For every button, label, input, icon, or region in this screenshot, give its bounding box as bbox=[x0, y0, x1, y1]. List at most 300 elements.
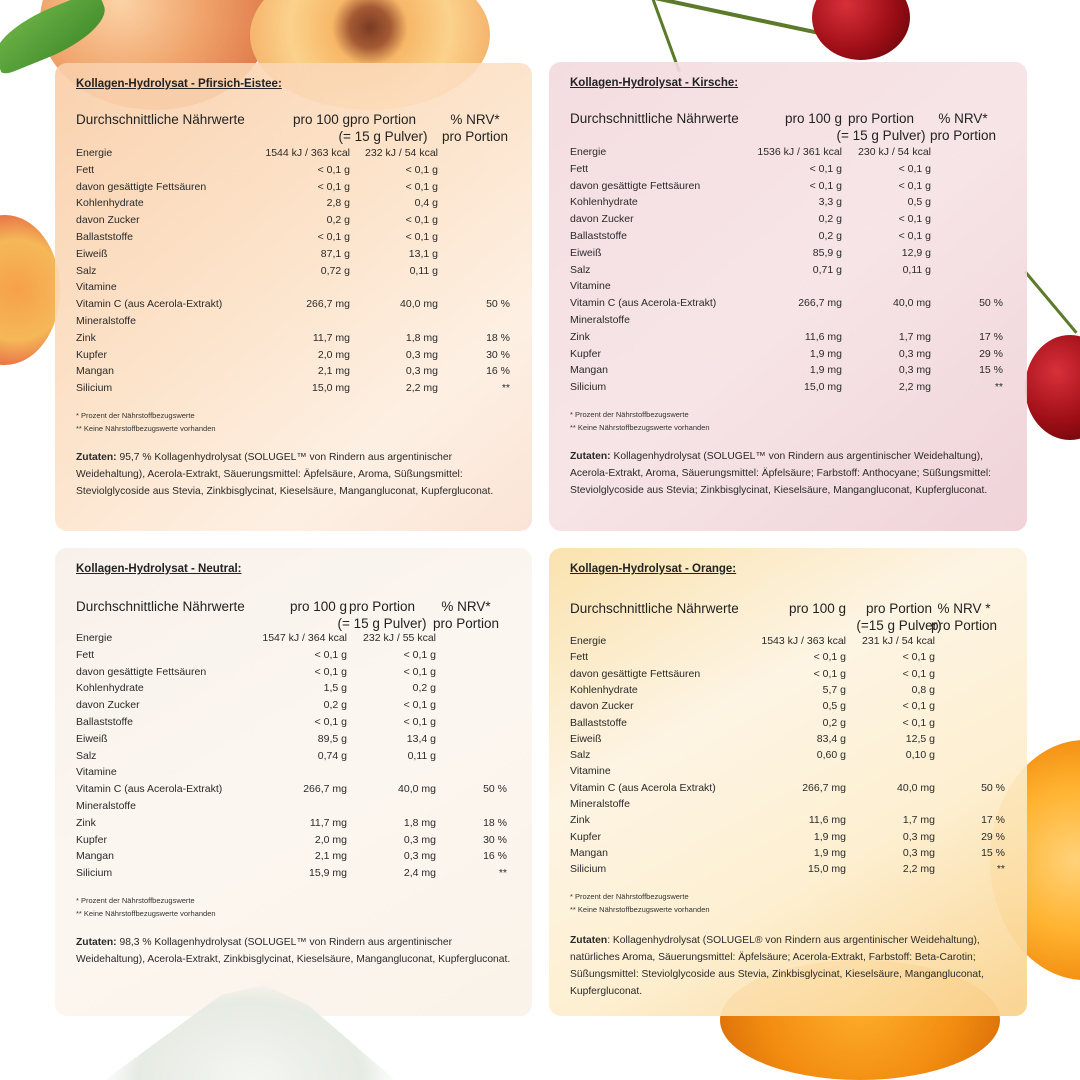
nutrient-label: davon gesättigte Fettsäuren bbox=[76, 665, 207, 678]
value-per-100g: 3,3 g bbox=[818, 196, 842, 209]
value-per-portion: 0,8 g bbox=[911, 683, 935, 696]
nutrient-label: Energie bbox=[76, 632, 113, 644]
value-nrv: ** bbox=[498, 867, 507, 880]
column-header-per-portion-line1: pro Portion bbox=[349, 112, 417, 127]
value-per-portion: < 0,1 g bbox=[403, 699, 436, 712]
table-row bbox=[55, 313, 532, 329]
value-per-portion: 0,3 mg bbox=[403, 833, 436, 846]
value-per-portion: 2,4 mg bbox=[403, 867, 436, 880]
value-per-100g: 2,0 mg bbox=[314, 833, 347, 846]
panel-title: Kollagen-Hydrolysat - Orange: bbox=[570, 563, 737, 575]
value-per-100g: 2,0 mg bbox=[317, 348, 350, 361]
table-row bbox=[55, 815, 532, 831]
nutrient-label: Kupfer bbox=[570, 347, 601, 360]
nutrient-label: Zink bbox=[570, 330, 590, 343]
value-per-100g: 0,2 g bbox=[818, 213, 842, 226]
value-per-portion: 2,2 mg bbox=[405, 382, 438, 395]
value-per-portion: 231 kJ / 54 kcal bbox=[862, 635, 935, 647]
value-per-100g: 87,1 g bbox=[320, 247, 350, 260]
value-per-100g: 1,9 mg bbox=[813, 846, 846, 859]
ingredients bbox=[570, 448, 1010, 499]
value-per-portion: 13,1 g bbox=[408, 247, 438, 260]
nutrient-label: Vitamine bbox=[570, 765, 611, 778]
value-per-100g: 15,0 mg bbox=[804, 381, 842, 394]
footnote-nrv: * Prozent der Nährstoffbezugswerte bbox=[76, 896, 195, 905]
value-per-portion: 13,4 g bbox=[406, 732, 436, 745]
value-per-100g: 266,7 mg bbox=[306, 298, 350, 311]
nutrient-label: Fett bbox=[76, 648, 95, 661]
cherry-icon bbox=[1025, 335, 1080, 440]
value-per-100g: 1,9 mg bbox=[813, 830, 846, 843]
column-header-per-portion-line2: (= 15 g Pulver) bbox=[338, 129, 428, 144]
nutrient-label: Vitamine bbox=[76, 281, 117, 294]
table-row bbox=[55, 647, 532, 663]
nutrient-label: Kupfer bbox=[570, 830, 601, 843]
column-header-nrv bbox=[416, 598, 516, 632]
table-row bbox=[549, 194, 1027, 210]
value-per-100g: < 0,1 g bbox=[809, 179, 842, 192]
value-per-100g: 0,74 g bbox=[317, 749, 347, 762]
nutrient-label: Mangan bbox=[76, 850, 114, 863]
column-header-nutrient: Durchschnittliche Nährwerte bbox=[76, 599, 245, 614]
nutrient-label: Salz bbox=[570, 263, 591, 276]
table-row bbox=[55, 781, 532, 797]
table-row bbox=[549, 633, 1027, 649]
nutrient-label: Vitamin C (aus Acerola-Extrakt) bbox=[76, 783, 223, 796]
ingredients-text: 98,3 % Kollagenhydrolysat (SOLUGEL™ von Rindern aus argentinischer Weidehaltung), Acerola-Extrakt, Zinkbisglycinat, Kieselsäure, Mangangluconat, Kupfergluconat. bbox=[76, 937, 511, 965]
value-per-portion: < 0,1 g bbox=[403, 716, 436, 728]
nutrient-label: Eiweiß bbox=[570, 246, 602, 259]
value-per-100g: 0,2 g bbox=[818, 230, 842, 242]
column-header-nrv bbox=[914, 600, 1014, 634]
value-per-portion: 40,0 mg bbox=[893, 297, 931, 310]
value-nrv: 50 % bbox=[981, 781, 1005, 794]
table-row bbox=[55, 296, 532, 312]
table-row bbox=[55, 179, 532, 195]
table-row bbox=[549, 763, 1027, 779]
value-per-portion: 1,7 mg bbox=[898, 330, 931, 343]
nutrient-label: Silicium bbox=[76, 382, 113, 395]
table-row bbox=[55, 764, 532, 780]
table-row bbox=[549, 278, 1027, 294]
ingredients-text: 95,7 % Kollagenhydrolysat (SOLUGEL™ von Rindern aus argentinischer Weidehaltung), Acerola-Extrakt, Säuerungsmittel: Äpfelsäure, Aroma, Süßungsmittel: Steviolglycoside aus Stevia, Zinkbisglycinat, Kieselsäure, Mangangluconat, Kupfergluconat. bbox=[76, 452, 494, 497]
table-row bbox=[549, 178, 1027, 194]
value-per-100g: 266,7 mg bbox=[798, 297, 842, 310]
column-header-per-100g: pro 100 g bbox=[292, 112, 350, 127]
table-row bbox=[549, 861, 1027, 877]
value-per-100g: 11,6 mg bbox=[808, 814, 846, 827]
value-per-portion: 0,4 g bbox=[414, 197, 438, 210]
nutrient-label: davon Zucker bbox=[570, 700, 634, 713]
value-per-100g: 1543 kJ / 363 kcal bbox=[761, 635, 846, 647]
value-per-100g: 1536 kJ / 361 kcal bbox=[757, 146, 842, 158]
value-per-portion: < 0,1 g bbox=[902, 667, 935, 680]
table-row bbox=[549, 228, 1027, 244]
value-per-portion: < 0,1 g bbox=[405, 180, 438, 193]
table-row bbox=[55, 731, 532, 747]
column-header-per-portion-line1: pro Portion bbox=[847, 111, 915, 126]
table-row bbox=[55, 714, 532, 730]
nutrient-label: Mineralstoffe bbox=[570, 314, 630, 326]
value-per-100g: 1547 kJ / 364 kcal bbox=[262, 632, 347, 644]
table-row bbox=[549, 295, 1027, 311]
value-per-portion: < 0,1 g bbox=[405, 214, 438, 227]
ingredients-text: Kollagenhydrolysat (SOLUGEL™ von Rindern aus argentinischer Weidehaltung), Acerola-Extrakt, Aroma, Säuerungsmittel: Äpfelsäure; Farbstoff: Anthocyane; Süßungsmittel: Steviolglycoside aus Stevia; Zinkbisglycinat, Kieselsäure, Mangangluconat, Kupfergluconat. bbox=[570, 451, 992, 496]
nutrient-label: davon Zucker bbox=[570, 213, 634, 226]
panel-title: Kollagen-Hydrolysat - Pfirsich-Eistee: bbox=[76, 78, 282, 90]
value-per-portion: < 0,1 g bbox=[405, 231, 438, 243]
nutrient-label: Energie bbox=[570, 146, 607, 158]
nutrient-label: Salz bbox=[76, 749, 97, 762]
value-per-portion: 0,11 g bbox=[409, 264, 438, 277]
table-row bbox=[55, 229, 532, 245]
column-header-per-portion-line2: (= 15 g Pulver) bbox=[836, 128, 926, 143]
table-row bbox=[55, 279, 532, 295]
table-row bbox=[549, 211, 1027, 227]
table-row bbox=[549, 796, 1027, 812]
value-nrv: 50 % bbox=[979, 297, 1003, 310]
column-header-nutrient: Durchschnittliche Nährwerte bbox=[570, 601, 739, 616]
value-per-portion: 0,5 g bbox=[907, 196, 931, 209]
value-per-portion: 0,3 mg bbox=[898, 364, 931, 377]
table-row bbox=[55, 330, 532, 346]
value-per-100g: 89,5 g bbox=[317, 732, 347, 745]
ingredients bbox=[76, 449, 511, 500]
nutrient-label: Fett bbox=[570, 651, 589, 664]
value-per-100g: 11,6 mg bbox=[804, 330, 842, 343]
value-per-100g: 0,5 g bbox=[822, 700, 846, 713]
nutrient-label: Eiweiß bbox=[570, 732, 602, 745]
value-per-portion: < 0,1 g bbox=[902, 700, 935, 713]
nutrient-label: Salz bbox=[570, 749, 591, 762]
table-row bbox=[549, 346, 1027, 362]
cherry-stem-icon bbox=[650, 0, 827, 36]
column-header-nrv bbox=[425, 111, 525, 145]
table-row bbox=[55, 347, 532, 363]
table-row bbox=[549, 829, 1027, 845]
value-nrv: 17 % bbox=[979, 330, 1003, 343]
value-per-100g: < 0,1 g bbox=[317, 163, 350, 176]
nutrient-label: Mineralstoffe bbox=[76, 800, 136, 812]
value-per-portion: 40,0 mg bbox=[897, 781, 935, 794]
value-per-portion: < 0,1 g bbox=[902, 716, 935, 729]
value-per-100g: 11,7 mg bbox=[312, 331, 350, 344]
column-header-nrv-line1: % NRV * bbox=[937, 601, 991, 616]
value-nrv: 17 % bbox=[981, 814, 1005, 827]
nutrition-panel-orange bbox=[549, 548, 1027, 1016]
table-row bbox=[549, 245, 1027, 261]
value-per-100g: < 0,1 g bbox=[314, 665, 347, 678]
nutrient-label: davon Zucker bbox=[76, 214, 140, 227]
ingredients-label: Zutaten: bbox=[76, 452, 117, 463]
table-row bbox=[55, 832, 532, 848]
value-nrv: ** bbox=[501, 382, 510, 395]
table-row bbox=[549, 144, 1027, 160]
value-per-100g: 15,0 mg bbox=[808, 863, 846, 876]
table-row bbox=[55, 798, 532, 814]
value-nrv: 16 % bbox=[486, 365, 510, 378]
nutrient-label: Kohlenhydrate bbox=[570, 196, 638, 209]
ingredients-label: Zutaten: bbox=[76, 937, 117, 948]
value-per-portion: 12,5 g bbox=[905, 732, 935, 745]
value-per-portion: < 0,1 g bbox=[898, 179, 931, 192]
value-nrv: 50 % bbox=[483, 783, 507, 796]
cherry-stem-icon bbox=[1024, 271, 1078, 334]
nutrient-label: davon gesättigte Fettsäuren bbox=[76, 180, 207, 193]
column-header-nrv-line2: pro Portion bbox=[929, 128, 997, 143]
nutrient-label: Vitamin C (aus Acerola-Extrakt) bbox=[570, 297, 717, 310]
panel-title: Kollagen-Hydrolysat - Kirsche: bbox=[570, 77, 739, 89]
table-row bbox=[55, 246, 532, 262]
value-per-portion: 230 kJ / 54 kcal bbox=[858, 146, 931, 158]
value-nrv: 16 % bbox=[483, 850, 507, 863]
ingredients-label: Zutaten: bbox=[570, 451, 611, 462]
value-per-portion: 1,8 mg bbox=[403, 816, 436, 829]
nutrient-label: Vitamin C (aus Acerola-Extrakt) bbox=[76, 298, 223, 311]
value-per-portion: < 0,1 g bbox=[403, 648, 436, 661]
nutrient-label: Zink bbox=[76, 816, 96, 829]
value-per-100g: < 0,1 g bbox=[809, 162, 842, 175]
nutrient-label: davon gesättigte Fettsäuren bbox=[570, 179, 701, 192]
value-nrv: 29 % bbox=[979, 347, 1003, 360]
value-per-portion: < 0,1 g bbox=[405, 163, 438, 176]
table-row bbox=[549, 329, 1027, 345]
column-header-per-100g: pro 100 g bbox=[788, 601, 846, 616]
value-per-100g: 2,1 mg bbox=[314, 850, 347, 863]
value-per-portion: < 0,1 g bbox=[898, 230, 931, 242]
nutrient-label: Kupfer bbox=[76, 833, 107, 846]
table-row bbox=[549, 312, 1027, 328]
column-header-nutrient: Durchschnittliche Nährwerte bbox=[76, 112, 245, 127]
value-nrv: ** bbox=[996, 863, 1005, 876]
nutrient-label: Silicium bbox=[570, 381, 607, 394]
table-row bbox=[549, 379, 1027, 395]
value-per-portion: < 0,1 g bbox=[898, 213, 931, 226]
value-nrv: 30 % bbox=[486, 348, 510, 361]
column-header-per-portion-line1: pro Portion bbox=[348, 599, 416, 614]
footnote-no-nrv: ** Keine Nährstoffbezugswerte vorhanden bbox=[76, 909, 216, 918]
nutrition-panel-peach bbox=[55, 63, 532, 531]
nutrient-label: Mineralstoffe bbox=[76, 315, 136, 327]
column-header-per-100g: pro 100 g bbox=[289, 599, 347, 614]
nutrient-label: davon gesättigte Fettsäuren bbox=[570, 667, 701, 680]
value-nrv: 30 % bbox=[483, 833, 507, 846]
value-per-100g: 83,4 g bbox=[816, 732, 846, 745]
value-per-100g: 1544 kJ / 363 kcal bbox=[265, 147, 350, 159]
table-row bbox=[549, 731, 1027, 747]
column-header-nrv-line1: % NRV* bbox=[450, 112, 500, 127]
nutrient-label: Energie bbox=[76, 147, 113, 159]
value-per-100g: 0,2 g bbox=[822, 716, 846, 729]
table-row bbox=[55, 145, 532, 161]
value-per-100g: 2,8 g bbox=[326, 197, 350, 210]
table-row bbox=[549, 698, 1027, 714]
nutrient-label: Silicium bbox=[570, 863, 607, 876]
nutrient-label: Vitamine bbox=[76, 766, 117, 779]
ingredients-text: : Kollagenhydrolysat (SOLUGEL® von Rindern aus argentinischer Weidehaltung), natürliches Aroma, Säuerungsmittel: Äpfelsäure; Acerola-Extrakt, Farbstoff: Beta-Carotin; Süßungsmittel: Steviolglycoside aus Stevia, Zinkbisglycinat, Kieselsäure, Mangangluconat, Kupfergluconat. bbox=[570, 935, 984, 997]
value-per-portion: 0,11 g bbox=[902, 263, 931, 276]
footnote-nrv: * Prozent der Nährstoffbezugswerte bbox=[570, 410, 689, 419]
nutrient-label: davon Zucker bbox=[76, 699, 140, 712]
column-header-nrv-line1: % NRV* bbox=[938, 111, 988, 126]
column-header-nrv-line2: pro Portion bbox=[432, 616, 500, 631]
nutrient-label: Fett bbox=[76, 163, 95, 176]
table-row bbox=[549, 262, 1027, 278]
value-per-portion: 0,3 mg bbox=[902, 846, 935, 859]
table-row bbox=[549, 747, 1027, 763]
value-per-portion: 0,3 mg bbox=[403, 850, 436, 863]
nutrient-label: Vitamine bbox=[570, 280, 611, 293]
value-per-100g: 1,9 mg bbox=[809, 347, 842, 360]
table-row bbox=[549, 812, 1027, 828]
column-header-nrv-line2: pro Portion bbox=[930, 618, 998, 633]
nutrient-label: Ballaststoffe bbox=[76, 716, 134, 728]
table-row bbox=[55, 212, 532, 228]
value-per-100g: < 0,1 g bbox=[317, 231, 350, 243]
nutrient-label: Kohlenhydrate bbox=[76, 682, 144, 695]
value-per-100g: 0,71 g bbox=[812, 263, 842, 276]
ingredients bbox=[76, 934, 511, 968]
value-per-100g: 2,1 mg bbox=[317, 365, 350, 378]
value-per-100g: 15,0 mg bbox=[312, 382, 350, 395]
value-per-100g: 15,9 mg bbox=[309, 867, 347, 880]
table-row bbox=[55, 380, 532, 396]
nutrient-label: Zink bbox=[570, 814, 590, 827]
ingredients bbox=[570, 932, 1000, 1000]
nutrient-label: Eiweiß bbox=[76, 247, 108, 260]
table-row bbox=[549, 845, 1027, 861]
footnote-no-nrv: ** Keine Nährstoffbezugswerte vorhanden bbox=[76, 424, 216, 433]
nutrient-label: Mangan bbox=[76, 365, 114, 378]
nutrition-panel-cherry bbox=[549, 62, 1027, 531]
value-per-100g: 1,5 g bbox=[323, 682, 347, 695]
table-row bbox=[55, 664, 532, 680]
value-per-100g: < 0,1 g bbox=[314, 648, 347, 661]
value-per-portion: 232 kJ / 55 kcal bbox=[363, 632, 436, 644]
nutrient-label: Mangan bbox=[570, 846, 608, 859]
value-per-portion: 0,10 g bbox=[905, 749, 935, 762]
value-per-100g: 0,2 g bbox=[326, 214, 350, 227]
value-per-portion: 0,3 mg bbox=[898, 347, 931, 360]
table-row bbox=[55, 865, 532, 881]
nutrient-label: Ballaststoffe bbox=[76, 231, 134, 243]
value-per-100g: 11,7 mg bbox=[309, 816, 347, 829]
value-per-portion: 40,0 mg bbox=[400, 298, 438, 311]
table-row bbox=[55, 697, 532, 713]
table-row bbox=[55, 195, 532, 211]
value-per-100g: 0,72 g bbox=[320, 264, 350, 277]
nutrient-label: Mangan bbox=[570, 364, 608, 377]
column-header-nrv-line2: pro Portion bbox=[441, 129, 509, 144]
nutrient-label: Energie bbox=[570, 635, 607, 647]
nutrient-label: Zink bbox=[76, 331, 96, 344]
value-nrv: ** bbox=[994, 381, 1003, 394]
table-row bbox=[549, 780, 1027, 796]
nutrient-label: Mineralstoffe bbox=[570, 798, 630, 810]
footnote-nrv: * Prozent der Nährstoffbezugswerte bbox=[570, 892, 689, 901]
value-nrv: 18 % bbox=[486, 331, 510, 344]
value-per-portion: 2,2 mg bbox=[898, 381, 931, 394]
value-per-100g: 266,7 mg bbox=[303, 783, 347, 796]
table-row bbox=[549, 715, 1027, 731]
nutrient-label: Silicium bbox=[76, 867, 113, 880]
value-per-portion: 0,11 g bbox=[407, 749, 436, 762]
value-per-100g: < 0,1 g bbox=[317, 180, 350, 193]
value-per-portion: < 0,1 g bbox=[902, 651, 935, 664]
value-per-100g: < 0,1 g bbox=[813, 651, 846, 664]
value-per-portion: 232 kJ / 54 kcal bbox=[365, 147, 438, 159]
footnote-nrv: * Prozent der Nährstoffbezugswerte bbox=[76, 411, 195, 420]
table-row bbox=[549, 161, 1027, 177]
value-nrv: 29 % bbox=[981, 830, 1005, 843]
cherry-icon bbox=[812, 0, 910, 60]
table-row bbox=[55, 263, 532, 279]
table-row bbox=[55, 630, 532, 646]
table-row bbox=[549, 649, 1027, 665]
footnote-no-nrv: ** Keine Nährstoffbezugswerte vorhanden bbox=[570, 423, 710, 432]
value-per-100g: 5,7 g bbox=[822, 683, 846, 696]
nutrient-label: Eiweiß bbox=[76, 732, 108, 745]
nutrient-label: Fett bbox=[570, 162, 589, 175]
column-header-nrv-line1: % NRV* bbox=[441, 599, 491, 614]
column-header-per-portion-line1: pro Portion bbox=[865, 601, 933, 616]
nutrition-panel-neutral bbox=[55, 548, 532, 1016]
table-row bbox=[549, 362, 1027, 378]
value-nrv: 15 % bbox=[981, 846, 1005, 859]
nutrient-label: Ballaststoffe bbox=[570, 230, 628, 242]
value-per-portion: 0,3 mg bbox=[405, 348, 438, 361]
value-per-100g: 1,9 mg bbox=[809, 364, 842, 377]
value-per-portion: < 0,1 g bbox=[403, 665, 436, 678]
footnote-no-nrv: ** Keine Nährstoffbezugswerte vorhanden bbox=[570, 905, 710, 914]
column-header-nutrient: Durchschnittliche Nährwerte bbox=[570, 111, 739, 126]
nutrient-label: Kohlenhydrate bbox=[76, 197, 144, 210]
value-per-portion: < 0,1 g bbox=[898, 162, 931, 175]
value-per-portion: 0,2 g bbox=[412, 682, 436, 695]
value-per-100g: < 0,1 g bbox=[314, 716, 347, 728]
table-row bbox=[55, 680, 532, 696]
ingredients-label: Zutaten bbox=[570, 935, 608, 946]
table-row bbox=[549, 682, 1027, 698]
value-per-portion: 0,3 mg bbox=[405, 365, 438, 378]
value-per-portion: 0,3 mg bbox=[902, 830, 935, 843]
column-header-nrv bbox=[913, 110, 1013, 144]
column-header-per-portion-line2: (= 15 g Pulver) bbox=[337, 616, 427, 631]
nutrient-label: Vitamin C (aus Acerola Extrakt) bbox=[570, 781, 716, 794]
column-header-per-portion-line2: (=15 g Pulver) bbox=[856, 618, 942, 633]
nutrient-label: Ballaststoffe bbox=[570, 716, 628, 729]
value-per-100g: < 0,1 g bbox=[813, 667, 846, 680]
value-per-100g: 266,7 mg bbox=[802, 781, 846, 794]
table-row bbox=[55, 162, 532, 178]
nutrient-label: Kupfer bbox=[76, 348, 107, 361]
table-row bbox=[55, 363, 532, 379]
value-per-portion: 1,7 mg bbox=[902, 814, 935, 827]
panel-title: Kollagen-Hydrolysat - Neutral: bbox=[76, 563, 242, 575]
value-per-portion: 2,2 mg bbox=[902, 863, 935, 876]
nutrient-label: Salz bbox=[76, 264, 97, 277]
column-header-per-100g: pro 100 g bbox=[784, 111, 842, 126]
value-per-portion: 1,8 mg bbox=[405, 331, 438, 344]
table-row bbox=[55, 848, 532, 864]
nutrient-label: Kohlenhydrate bbox=[570, 683, 638, 696]
value-per-100g: 0,60 g bbox=[816, 749, 846, 762]
value-nrv: 18 % bbox=[483, 816, 507, 829]
value-per-portion: 40,0 mg bbox=[398, 783, 436, 796]
value-nrv: 50 % bbox=[486, 298, 510, 311]
table-row bbox=[549, 666, 1027, 682]
table-row bbox=[55, 748, 532, 764]
